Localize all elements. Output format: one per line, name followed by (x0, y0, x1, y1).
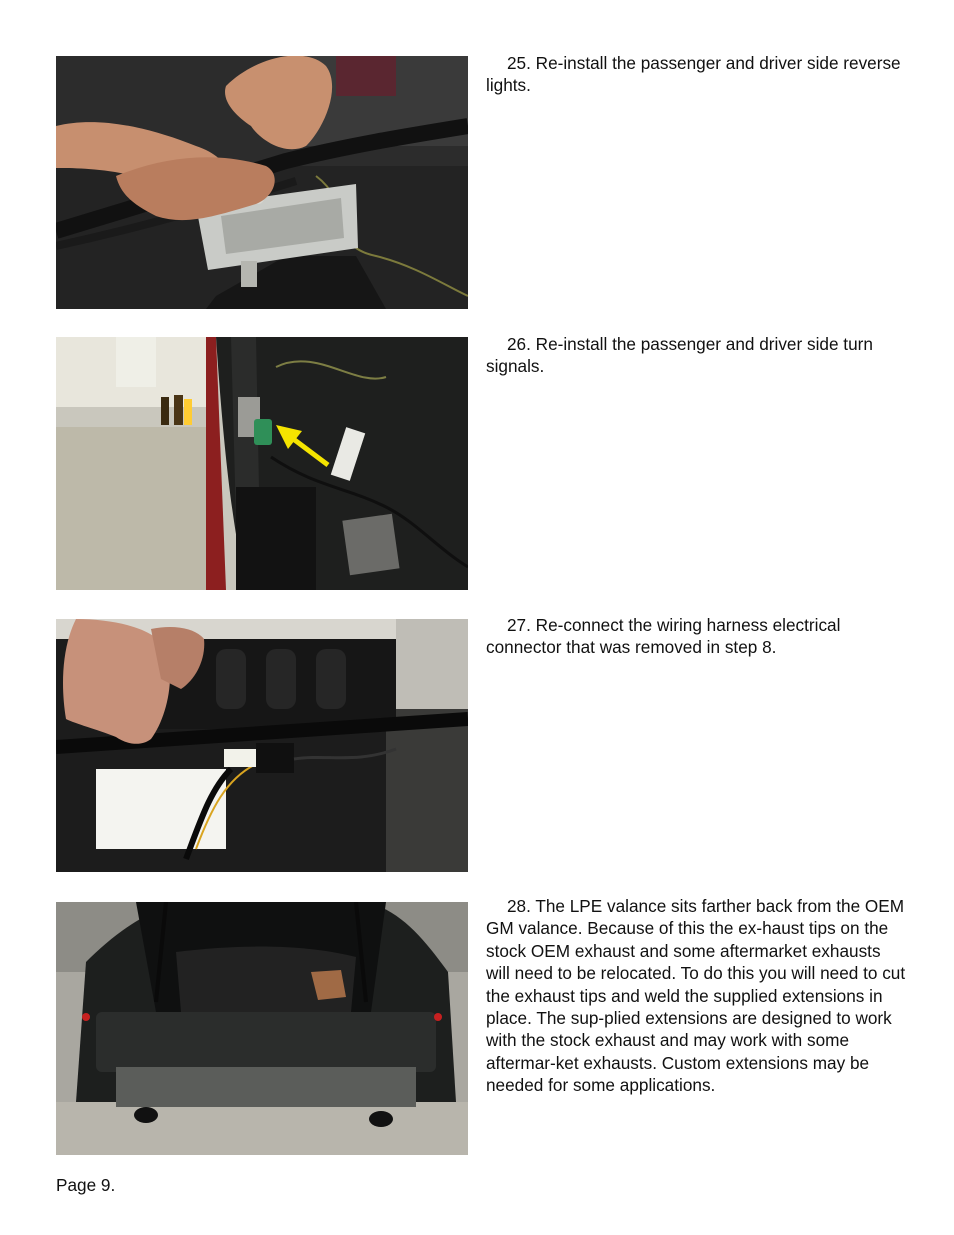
step-25-text: 25. Re-install the passenger and driver side reverse lights. (486, 53, 901, 96)
step-28-text: 28. The LPE valance sits farther back from the OEM GM valance. Because of this the ex-haust tips on the stock OEM exhaust and some aftermarket exhausts will need to be relocated. To do this you will need to cut the exhaust tips and weld the supplied extensions in place. The sup-plied extensions are designed to work with the stock exhaust and may work with some aftermar-ket exhausts. Custom extensions may be needed for some applications. (486, 896, 906, 1096)
reverse-light-install-photo (56, 56, 468, 309)
turn-signal-connector (254, 419, 272, 445)
rear-of-car-photo (56, 902, 468, 1155)
turn-signal-install-photo (56, 337, 468, 590)
harness-connector-photo (56, 619, 468, 872)
step-27-text: 27. Re-connect the wiring harness electrical connector that was removed in step 8. (486, 615, 841, 658)
step-26-text: 26. Re-install the passenger and driver side turn signals. (486, 334, 873, 377)
page-number: Page 9. (56, 1175, 116, 1195)
